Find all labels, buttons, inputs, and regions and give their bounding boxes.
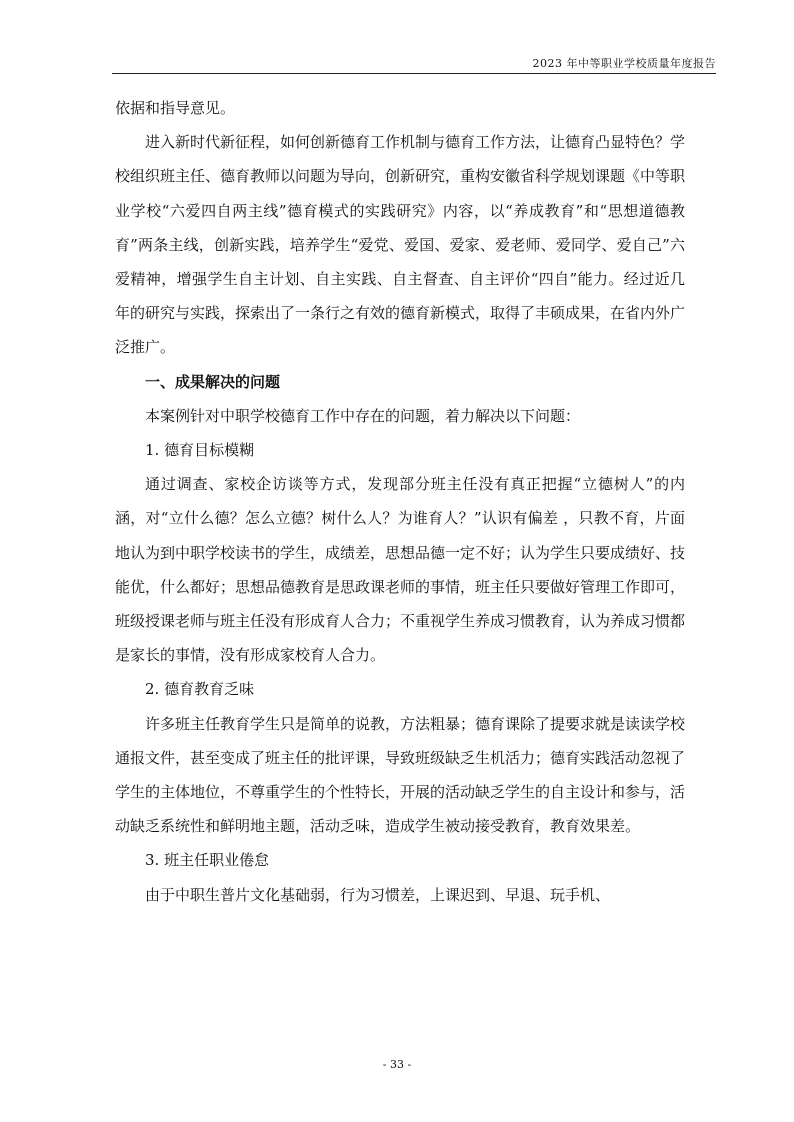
paragraph-summary: 本案例针对中职学校德育工作中存在的问题，着力解决以下问题： bbox=[145, 406, 581, 425]
section-heading: 一、成果解决的问题 bbox=[145, 372, 281, 391]
paragraph-continuation: 依据和指导意见。 bbox=[115, 99, 236, 117]
subheading-1: 1. 德育目标模糊 bbox=[145, 441, 255, 460]
subheading-2: 2. 德育教育乏味 bbox=[145, 680, 255, 699]
page-number: - 33 - bbox=[382, 1058, 412, 1071]
paragraph-3: 由于中职生普片文化基础弱，行为习惯差，上课迟到、早退、玩手机、 bbox=[145, 885, 611, 904]
header-divider bbox=[112, 73, 716, 74]
paragraph-1: 通过调查、家校企访谈等方式，发现部分班主任没有真正把握“立德树人”的内涵，对“立什么德？怎么立德？树什么人？为谁育人？”认识有偏差 ，只教不育，片面地认为到中职学校读书的学生，成绩差，思想品德一定不好；认为学生只要成绩好、技能优，什么都好；思想品德教育是思政课老师的事情，班主任只要做好管理工作即可，班级授课老师与班主任没有形成育人合力；不重视学生养成习惯教育，认为养成习惯都是家长的事情，没有形成家校育人合力。 bbox=[115, 475, 686, 665]
subheading-3: 3. 班主任职业倦怠 bbox=[145, 851, 270, 870]
paragraph-2: 许多班主任教育学生只是简单的说教，方法粗暴；德育课除了提要求就是读读学校通报文件，甚至变成了班主任的批评课，导致班级缺乏生机活力；德育实践活动忽视了学生的主体地位，不尊重学生的个性特长，开展的活动缺乏学生的自主设计和参与，活动缺乏系统性和鲜明地主题，活动乏味，造成学生被动接受教育，教育效果差。 bbox=[115, 714, 686, 836]
paragraph-intro: 进入新时代新征程，如何创新德育工作机制与德育工作方法，让德育凸显特色？学校组织班主任、德育教师以问题为导向，创新研究，重构安徽省科学规划课题《中等职业学校“六爱四自两主线”德育模式的实践研究》内容，以“养成教育”和“思想道德教育”两条主线，创新实践，培养学生“爱党、爱国、爱家、爱老师、爱同学、爱自己”六爱精神，增强学生自主计划、自主实践、自主督查、自主评价“四自”能力。经过近几年的研究与实践，探索出了一条行之有效的德育新模式，取得了丰硕成果，在省内外广泛推广。 bbox=[115, 133, 686, 357]
document-body bbox=[115, 91, 685, 912]
report-header-title: 2023 年中等职业学校质量年度报告 bbox=[532, 57, 716, 70]
